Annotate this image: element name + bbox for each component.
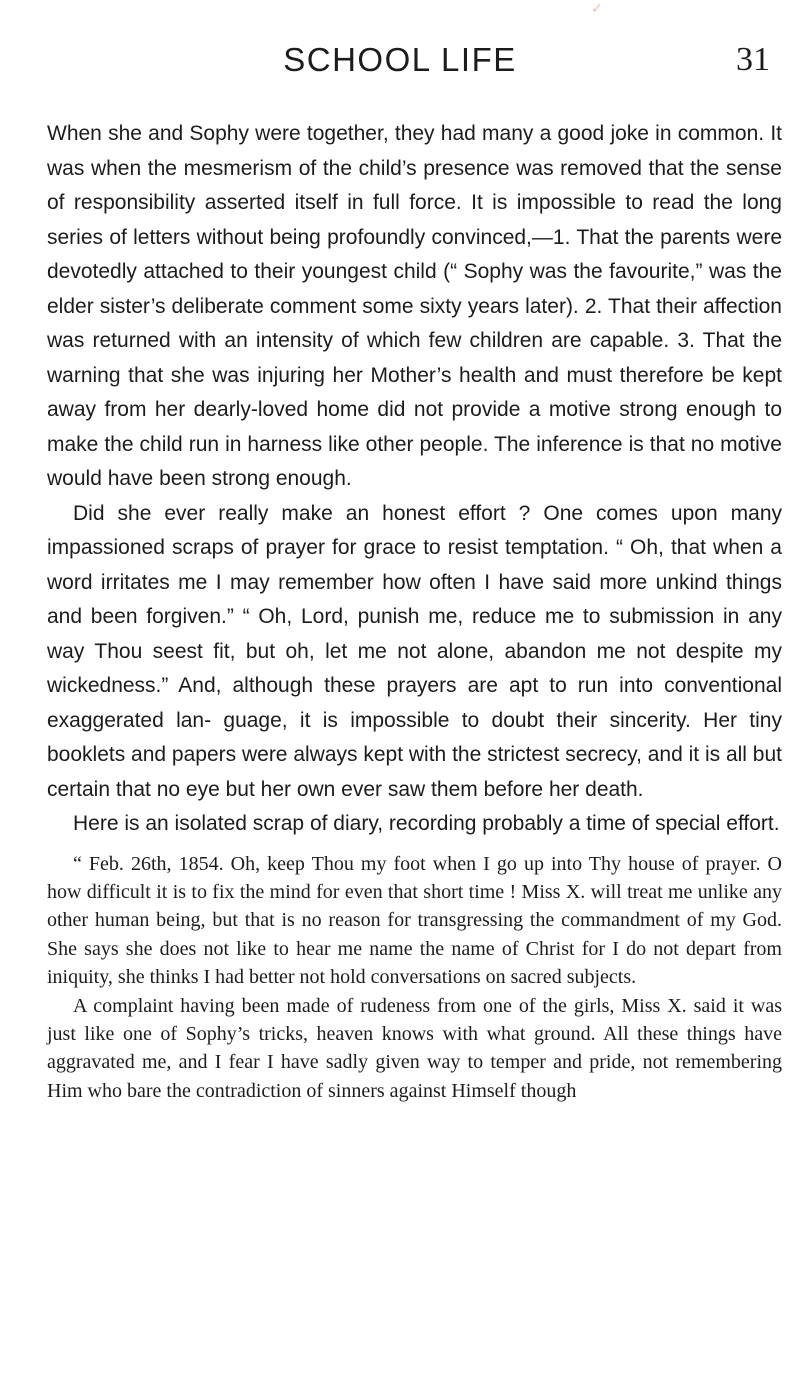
running-header xyxy=(0,36,800,86)
quote-paragraph: A complaint having been made of rudeness from one of the girls, Miss X. said it was just like one of Sophy’s tricks, heaven knows with what ground. All these things have aggravated me, and I fear I have sadly given way to temper and pride, not remembering Him who bare the contradiction of sinners against Himself though xyxy=(47,994,782,1102)
paragraph: Here is an isolated scrap of diary, recording probably a time of special effort. xyxy=(73,812,780,835)
diary-quote xyxy=(47,850,782,1106)
quote-paragraph: “ Feb. 26th, 1854. Oh, keep Thou my foot when I go up into Thy house of prayer. O how difficult it is to fix the mind for even that short time ! Miss X. will treat me unlike any other human being, but that is no reason for transgressing the commandment of my God. She says she does not like to hear me name the name of Christ for I do not depart from iniquity, she thinks I had better not hold conversations on sacred subjects. xyxy=(47,852,782,989)
running-title: SCHOOL LIFE xyxy=(283,41,517,78)
pencil-tick-mark: ✓ xyxy=(591,1,603,17)
paragraph: Did she ever really make an honest effort ? One comes upon many impassioned scraps of prayer for grace to resist temptation. “ Oh, that when a word irritates me I may remember how often I have said more unkind things and been forgiven.” “ Oh, Lord, punish me, reduce me to submission in any way Thou seest fit, but oh, let me not alone, abandon me not despite my wickedness.” And, although these prayers are apt to run into conventional exaggerated lan- guage, it is impossible to doubt their sincerity. Her tiny booklets and papers were always kept with the strictest secrecy, and it is all but certain that no eye but her own ever saw them before her death. xyxy=(47,501,782,801)
paragraph: When she and Sophy were together, they had many a good joke in common. It was when the mesmerism of the child’s presence was removed that the sense of responsibility asserted itself in full force. It is impossible to read the long series of letters without being profoundly convinced,—1. That the parents were devotedly attached to their youngest child (“ Sophy was the favourite,” was the elder sister’s deliberate comment some sixty years later). 2. That their affection was returned with an intensity of which few children are capable. 3. That the warning that she was injuring her Mother’s health and must therefore be kept away from her dearly-loved home did not provide a motive strong enough to make the child run in harness like other people. The inference is that no motive would have been strong enough. xyxy=(47,122,782,490)
body-text xyxy=(47,117,782,1105)
page-number: 31 xyxy=(736,41,770,78)
